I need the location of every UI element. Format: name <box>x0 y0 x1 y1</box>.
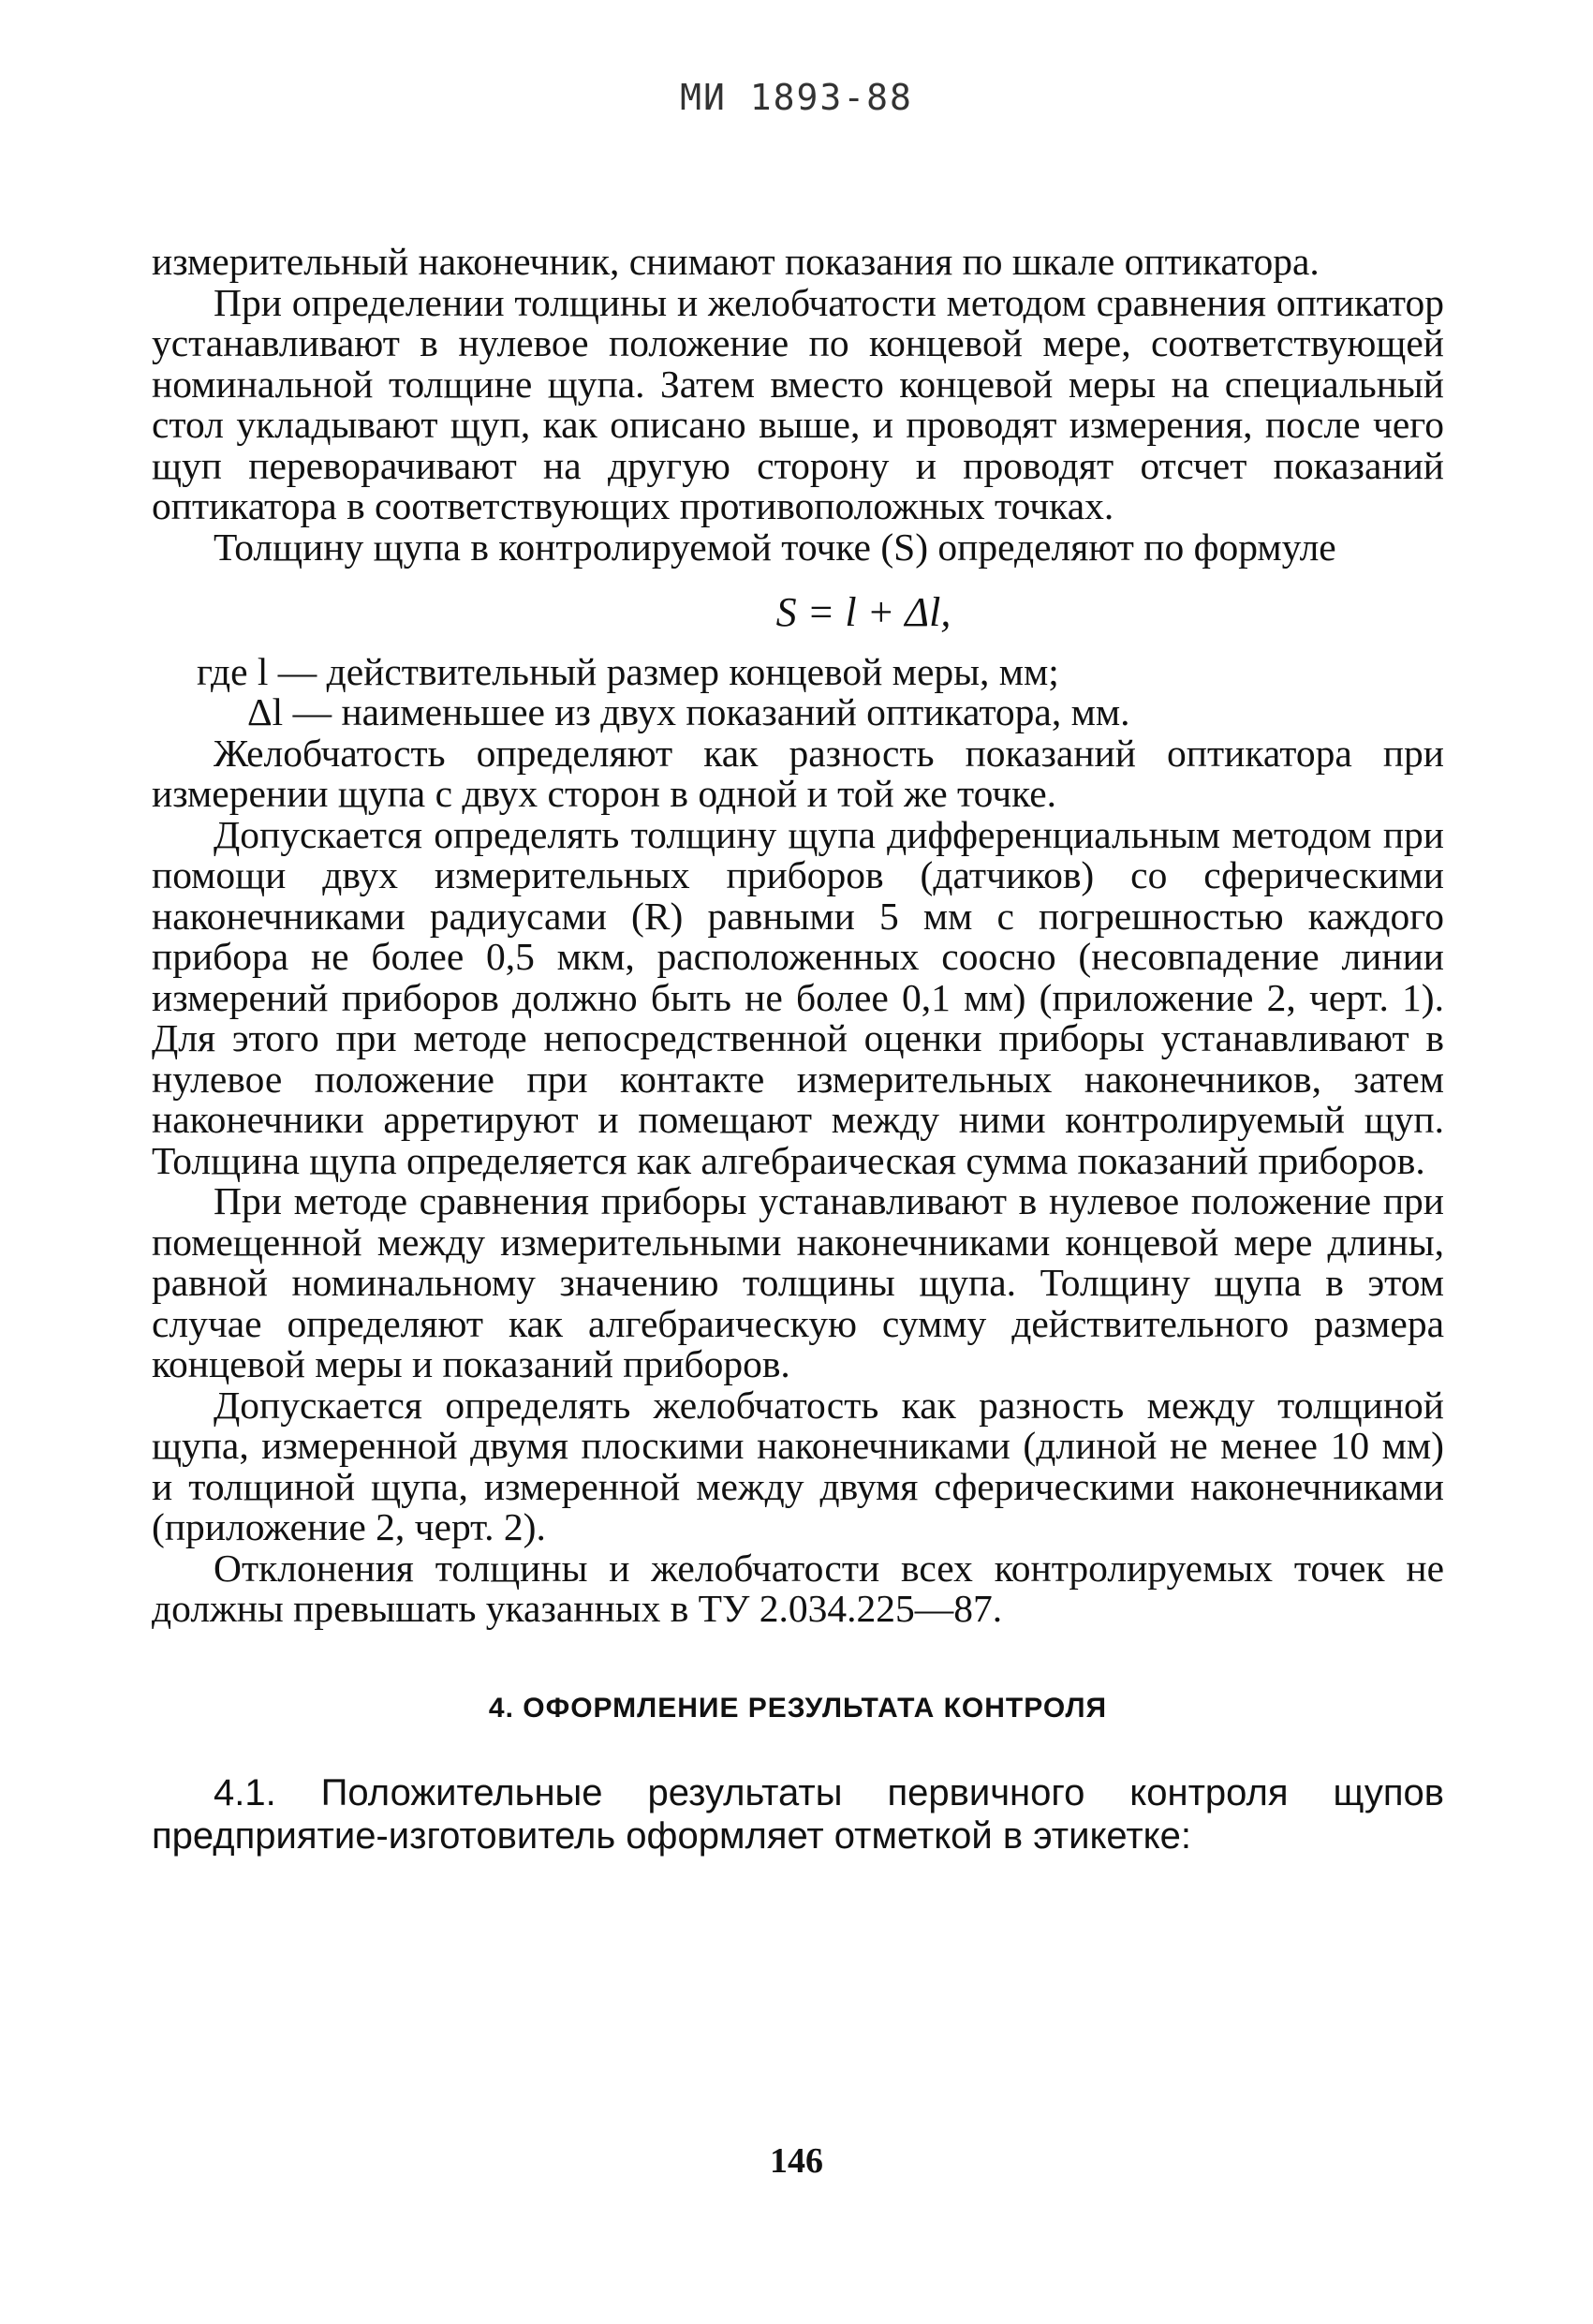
formula-legend-l: где l — действительный размер концевой меры, мм; <box>197 649 1059 693</box>
paragraph-warp-alternative: Допускается определять желобчатость как разность между толщиной щупа, измеренной двумя плоскими наконечниками (длиной не менее 10 мм) и толщиной щупа, измеренной между двумя сферическими наконечниками (приложение 2, черт. 2). <box>152 1383 1444 1548</box>
document-code-header: МИ 1893-88 <box>680 77 913 118</box>
paragraph-differential-method: Допускается определять толщину щупа дифференциальным методом при помощи двух измерительных приборов (датчиков) со сферическими наконечниками радиусами (R) равными 5 мм с погрешностью каждого прибора не более 0,5 мкм, расположенных соосно (несовпадение линии измерений приборов должно быть не более 0,1 мм) (приложение 2, черт. 1). Для этого при методе непосредственной оценки приборы устанавливают в нулевое положение при контакте измерительных наконечников, затем наконечники арретируют и помещают между ними контролируемый щуп. Толщина щупа определяется как алгебраическая сумма показаний приборов. <box>152 812 1444 1182</box>
section-item-4-1: 4.1. Положительные результаты первичного контроля щупов предприятие-изготовитель оформляет отметкой в этикетке: <box>152 1772 1444 1857</box>
section-heading: 4. ОФОРМЛЕНИЕ РЕЗУЛЬТАТА КОНТРОЛЯ <box>488 1692 1108 1724</box>
paragraph-tolerance: Отклонения толщины и желобчатости всех контролируемых точек не должны превышать указанных в ТУ 2.034.225—87. <box>152 1546 1444 1630</box>
paragraph-comparison-method: При определении толщины и желобчатости методом сравнения оптикатор устанавливают в нулевое положение по концевой мере, соответствующей номинальной толщине щупа. Затем вместо концевой меры на специальный стол укладывают щуп, как описано выше, и проводят измерения, после чего щуп переворачивают на другую сторону и проводят отсчет показаний оптикатора в соответствующих противоположных точках. <box>152 280 1444 527</box>
paragraph-continuation: измерительный наконечник, снимают показания по шкале оптикатора. <box>152 240 1320 283</box>
paragraph-thickness-formula-intro: Толщину щупа в контролируемой точке (S) определяют по формуле <box>214 525 1336 569</box>
page-number: 146 <box>770 2141 823 2181</box>
paragraph-comparison-instruments: При методе сравнения приборы устанавливают в нулевое положение при помещенной между измерительными наконечниками концевой мере длины, равной номинальному значению толщины щупа. Толщину щупа в этом случае определяют как алгебраическую сумму действительного размера концевой меры и показаний приборов. <box>152 1179 1444 1385</box>
formula-legend-delta-l: Δl — наименьшее из двух показаний оптикатора, мм. <box>247 690 1130 733</box>
thickness-formula: S = l + Δl, <box>775 589 951 635</box>
document-body <box>152 242 1444 1858</box>
paragraph-warp-definition: Желобчатость определяют как разность показаний оптикатора при измерении щупа с двух сторон в одной и той же точке. <box>152 731 1444 815</box>
